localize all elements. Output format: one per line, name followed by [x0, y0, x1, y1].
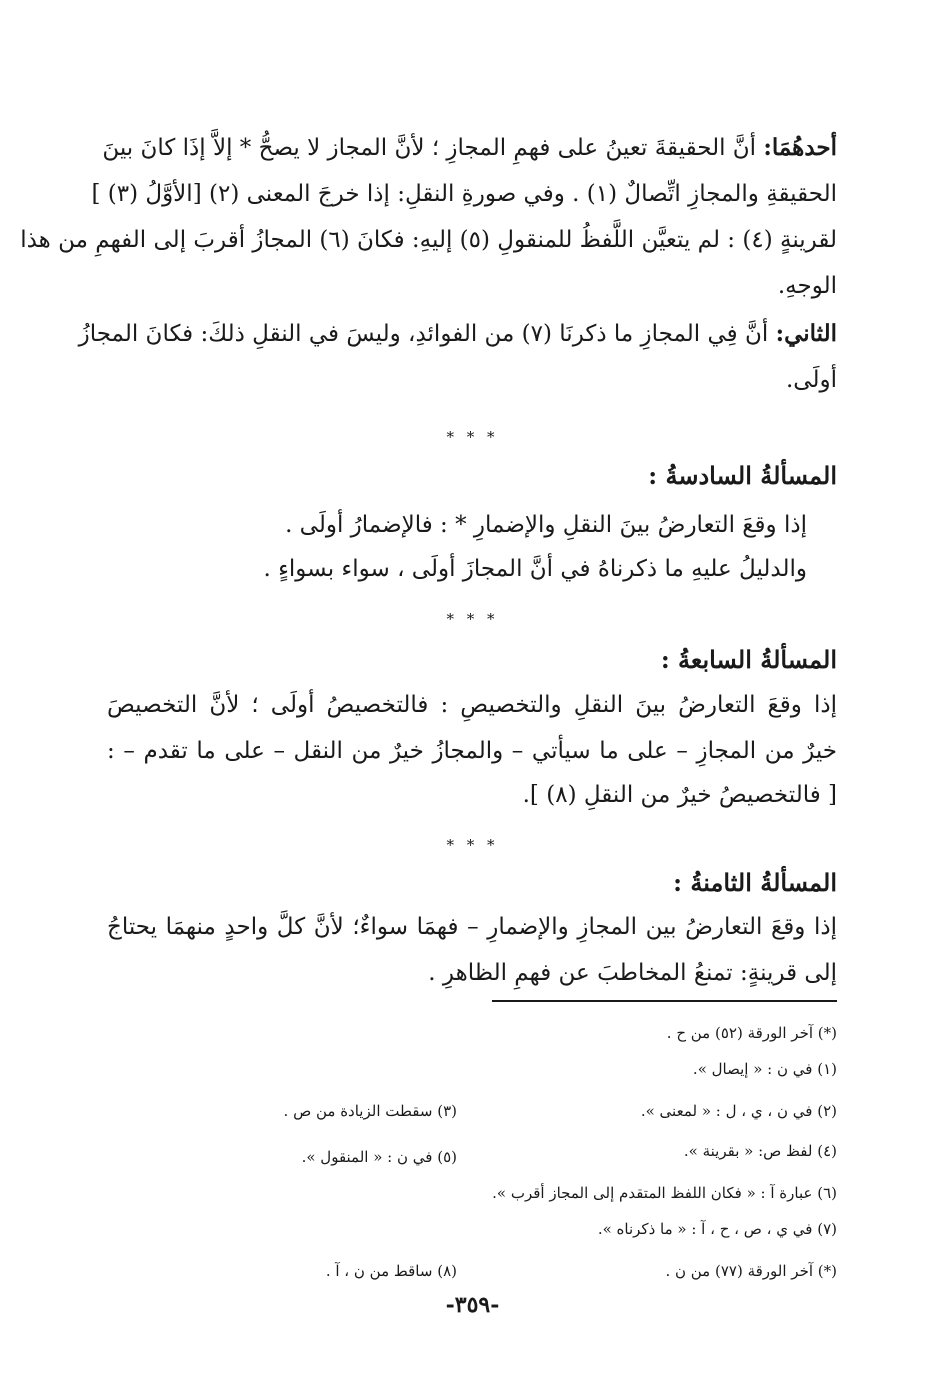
- footnote-star-1: (*) آخر الورقة (٥٢) من ح .: [666, 1024, 837, 1042]
- paragraph-2-line-1: [78, 314, 837, 354]
- paragraph-2-line-2: أولَى.: [786, 367, 837, 393]
- section-6-heading: المسألةُ السادسةُ :: [648, 461, 837, 490]
- section-7-line-2: خيرٌ من المجازِ – على ما سيأتي – والمجازُ خيرٌ من النقل – على ما تقدم – :: [107, 738, 837, 764]
- paragraph-1-text: أنَّ الحقيقةَ تعينُ على فهمِ المجازِ ؛ لأنَّ المجاز لا يصحُّ * إلاَّ إذَا كانَ بينَ: [102, 135, 757, 161]
- paragraph-1-lead: أحدهُمَا:: [763, 134, 837, 161]
- section-7-heading: المسألةُ السابعةُ :: [660, 645, 837, 674]
- footnote-4: (٤) لفظ ص: « بقرينة ».: [683, 1142, 837, 1160]
- paragraph-2-lead: الثاني:: [775, 320, 837, 347]
- paragraph-1-line-3: لقرينةٍ (٤) : لم يتعيَّن اللَّفظُ للمنقولِ (٥) إليهِ: فكانَ (٦) المجازُ أقربَ إلى الفهمِ من هذا: [20, 227, 837, 253]
- footnote-6: (٦) عبارة آ : « فكان اللفظ المتقدم إلى المجاز أقرب ».: [492, 1184, 837, 1202]
- section-separator: * * *: [446, 428, 499, 446]
- section-6-line-2: والدليلُ عليهِ ما ذكرناهُ في أنَّ المجازَ أولَى ، سواء بسواءٍ .: [263, 556, 807, 582]
- section-8-heading: المسألةُ الثامنةُ :: [673, 868, 837, 897]
- footnote-5: (٥) في ن : « المنقول ».: [301, 1148, 457, 1166]
- section-separator: * * *: [446, 836, 499, 854]
- footnote-2: (٢) في ن ، ي ، ل : « لمعنى ».: [640, 1102, 837, 1120]
- footnote-star-2: (*) آخر الورقة (٧٧) من ن .: [665, 1262, 837, 1280]
- paragraph-2-text: أنَّ فِي المجازِ ما ذكرنَا (٧) من الفوائدِ، وليسَ في النقلِ ذلكَ: فكانَ المجازُ: [78, 321, 769, 347]
- paragraph-1-line-4: الوجهِ.: [777, 273, 837, 299]
- footnote-7: (٧) في ي ، ص ، ح ، آ : « ما ذكرناه ».: [597, 1220, 837, 1238]
- paragraph-1-line-1: [102, 128, 837, 168]
- section-8-line-1: إذا وقعَ التعارضُ بين المجازِ والإضمارِ – فهمَا سواءٌ؛ لأنَّ كلَّ واحدٍ منهمَا يحتاجُ: [107, 914, 837, 940]
- footnote-3: (٣) سقطت الزيادة من ص .: [283, 1102, 457, 1120]
- section-7-line-1: إذا وقعَ التعارضُ بينَ النقلِ والتخصيصِ : فالتخصيصُ أولَى ؛ لأنَّ التخصيصَ: [107, 692, 837, 718]
- paragraph-1-line-2: الحقيقةِ والمجازِ اتِّصالٌ (١) . وفي صورةِ النقلِ: إذا خرجَ المعنى (٢) [الأوَّلُ (٣) ]: [91, 181, 837, 207]
- footnote-8: (٨) ساقط من ن ، آ .: [325, 1262, 457, 1280]
- page-number: -٣٥٩-: [445, 1292, 500, 1318]
- footnote-1: (١) في ن : « إيصال ».: [692, 1060, 837, 1078]
- footnote-divider: [492, 1000, 837, 1002]
- section-separator: * * *: [446, 610, 499, 628]
- section-6-line-1: إذا وقعَ التعارضُ بينَ النقلِ والإضمارِ * : فالإضمارُ أولَى .: [285, 512, 807, 538]
- section-8-line-2: إلى قرينةٍ: تمنعُ المخاطبَ عن فهمِ الظاهرِ .: [428, 960, 837, 986]
- section-7-line-3: [ فالتخصيصُ خيرٌ من النقلِ (٨) ].: [522, 782, 837, 808]
